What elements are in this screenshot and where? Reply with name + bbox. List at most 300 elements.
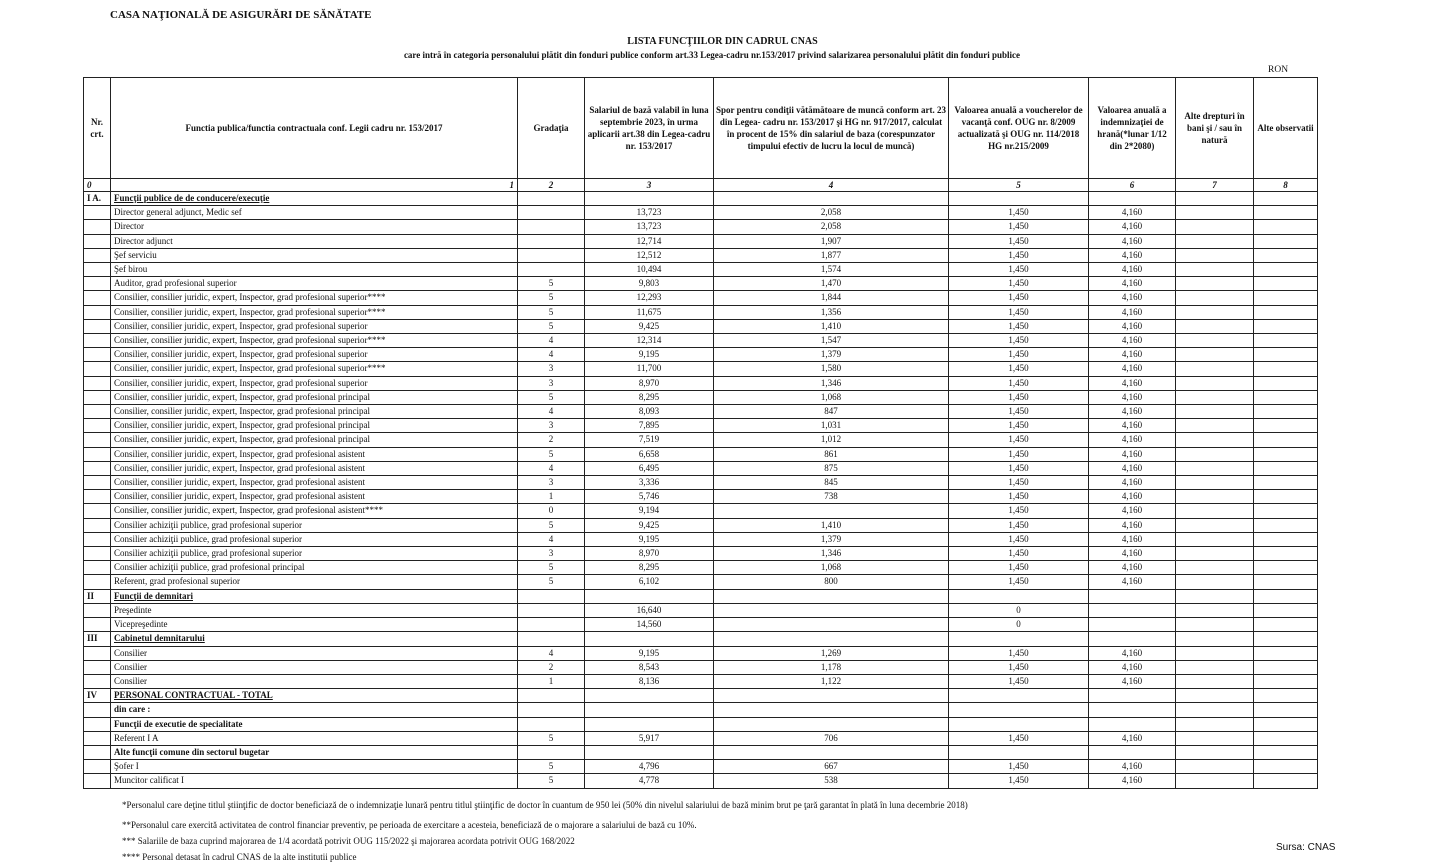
observations-cell — [1254, 234, 1318, 248]
table-row — [84, 532, 1318, 546]
vacation-vouchers-cell: 1,450 — [949, 405, 1089, 419]
row-number-cell — [84, 461, 111, 475]
vacation-vouchers-cell: 1,450 — [949, 220, 1089, 234]
col-header-base-salary: Salariul de bază valabil în luna septembrie 2023, în urma aplicarii art.38 din Legea-cadru nr. 153/2017 — [585, 78, 714, 179]
table-row — [84, 518, 1318, 532]
function-name-cell: Şef birou — [111, 263, 518, 277]
hazard-bonus-cell: 1,470 — [714, 277, 949, 291]
observations-cell — [1254, 674, 1318, 688]
gradation-cell: 4 — [518, 646, 585, 660]
table-row — [84, 319, 1318, 333]
document-subtitle: care intră în categoria personalului plătit din fonduri publice conform art.33 Legea-cadru nr.153/2017 privind salarizarea personalului plătit din fonduri publice — [403, 50, 1021, 60]
table-row — [84, 248, 1318, 262]
base-salary-cell: 4,778 — [585, 774, 714, 788]
hazard-bonus-cell: 1,346 — [714, 376, 949, 390]
hazard-bonus-cell: 738 — [714, 490, 949, 504]
base-salary-cell: 9,425 — [585, 319, 714, 333]
col-header-hazard-bonus: Spor pentru condiţii vătămătoare de muncă conform art. 23 din Legea- cadru nr. 153/2017 şi HG nr. 917/2017, calculat în procent de 15% din salariul de baza (corespunzator timpului efectiv de lucru la locul de muncă) — [714, 78, 949, 179]
gradation-cell — [518, 703, 585, 717]
other-rights-cell — [1176, 689, 1254, 703]
observations-cell — [1254, 376, 1318, 390]
other-rights-cell — [1176, 376, 1254, 390]
base-salary-cell: 7,519 — [585, 433, 714, 447]
vacation-vouchers-cell: 1,450 — [949, 206, 1089, 220]
table-row — [84, 575, 1318, 589]
row-number-cell — [84, 603, 111, 617]
table-row — [84, 305, 1318, 319]
col-header-other-rights: Alte drepturi în bani şi / sau în natură — [1176, 78, 1254, 179]
footnote-financial-control: **Personalul care exercită activitatea de control financiar preventiv, pe perioada de exercitare a acesteia, beneficiază de o majorare a salariului de bază cu 10%. — [122, 820, 697, 830]
vacation-vouchers-cell: 1,450 — [949, 234, 1089, 248]
function-name-cell: PERSONAL CONTRACTUAL - TOTAL — [111, 689, 518, 703]
food-allowance-cell — [1089, 689, 1176, 703]
row-number-cell — [84, 561, 111, 575]
row-number-cell — [84, 234, 111, 248]
table-row — [84, 618, 1318, 632]
hazard-bonus-cell: 1,580 — [714, 362, 949, 376]
footnote-doctor: *Personalul care deţine titlul ştiinţific de doctor beneficiază de o indemnizaţie lunară pentru titlul ştiinţific de doctor în cuantum de 950 lei (50% din nivelul salariului de bază minim brut pe ţară garantat în plată în luna decembrie 2018) — [122, 800, 968, 810]
function-name-cell: Auditor, grad profesional superior — [111, 277, 518, 291]
observations-cell — [1254, 390, 1318, 404]
table-row — [84, 674, 1318, 688]
observations-cell — [1254, 419, 1318, 433]
gradation-cell: 1 — [518, 490, 585, 504]
hazard-bonus-cell: 875 — [714, 461, 949, 475]
function-name-cell: Consilier, consilier juridic, expert, Inspector, grad profesional superior**** — [111, 305, 518, 319]
base-salary-cell — [585, 703, 714, 717]
vacation-vouchers-cell: 1,450 — [949, 760, 1089, 774]
footnote-seconded-staff: **** Personal detasat în cadrul CNAS de la alte institutii publice — [122, 852, 357, 862]
base-salary-cell: 5,917 — [585, 731, 714, 745]
base-salary-cell — [585, 689, 714, 703]
index-cell: 3 — [585, 179, 714, 192]
function-name-cell: Şofer I — [111, 760, 518, 774]
vacation-vouchers-cell: 1,450 — [949, 518, 1089, 532]
vacation-vouchers-cell — [949, 717, 1089, 731]
observations-cell — [1254, 490, 1318, 504]
index-cell: 5 — [949, 179, 1089, 192]
gradation-cell — [518, 632, 585, 646]
row-number-cell — [84, 447, 111, 461]
other-rights-cell — [1176, 532, 1254, 546]
row-number-cell — [84, 674, 111, 688]
index-cell: 0 — [84, 179, 111, 192]
row-number-cell — [84, 277, 111, 291]
observations-cell — [1254, 461, 1318, 475]
gradation-cell — [518, 689, 585, 703]
food-allowance-cell: 4,160 — [1089, 461, 1176, 475]
observations-cell — [1254, 603, 1318, 617]
gradation-cell — [518, 220, 585, 234]
function-name-cell: Director adjunct — [111, 234, 518, 248]
observations-cell — [1254, 547, 1318, 561]
gradation-cell: 5 — [518, 518, 585, 532]
base-salary-cell: 12,293 — [585, 291, 714, 305]
base-salary-cell: 7,895 — [585, 419, 714, 433]
function-name-cell: Consilier, consilier juridic, expert, Inspector, grad profesional principal — [111, 390, 518, 404]
function-name-cell: Muncitor calificat I — [111, 774, 518, 788]
vacation-vouchers-cell: 1,450 — [949, 774, 1089, 788]
function-name-cell: Funcţii publice de de conducere/execuţie — [111, 192, 518, 206]
other-rights-cell — [1176, 390, 1254, 404]
hazard-bonus-cell: 1,574 — [714, 263, 949, 277]
row-number-cell — [84, 547, 111, 561]
table-row — [84, 419, 1318, 433]
hazard-bonus-cell — [714, 618, 949, 632]
other-rights-cell — [1176, 632, 1254, 646]
food-allowance-cell — [1089, 745, 1176, 759]
food-allowance-cell: 4,160 — [1089, 263, 1176, 277]
observations-cell — [1254, 717, 1318, 731]
observations-cell — [1254, 731, 1318, 745]
other-rights-cell — [1176, 206, 1254, 220]
other-rights-cell — [1176, 405, 1254, 419]
hazard-bonus-cell: 1,031 — [714, 419, 949, 433]
row-number-cell: II — [84, 589, 111, 603]
function-name-cell: Consilier, consilier juridic, expert, Inspector, grad profesional principal — [111, 419, 518, 433]
other-rights-cell — [1176, 234, 1254, 248]
row-number-cell — [84, 518, 111, 532]
other-rights-cell — [1176, 561, 1254, 575]
row-number-cell — [84, 291, 111, 305]
row-number-cell — [84, 334, 111, 348]
base-salary-cell: 9,195 — [585, 348, 714, 362]
function-name-cell: Vicepreşedinte — [111, 618, 518, 632]
other-rights-cell — [1176, 461, 1254, 475]
table-row — [84, 760, 1318, 774]
row-number-cell: IV — [84, 689, 111, 703]
other-rights-cell — [1176, 660, 1254, 674]
base-salary-cell: 8,970 — [585, 376, 714, 390]
vacation-vouchers-cell: 1,450 — [949, 575, 1089, 589]
observations-cell — [1254, 518, 1318, 532]
base-salary-cell: 6,495 — [585, 461, 714, 475]
currency-label: RON — [1268, 65, 1289, 75]
function-name-cell: Consilier, consilier juridic, expert, Inspector, grad profesional superior — [111, 376, 518, 390]
vacation-vouchers-cell: 1,450 — [949, 390, 1089, 404]
row-number-cell: III — [84, 632, 111, 646]
table-row — [84, 646, 1318, 660]
base-salary-cell: 10,494 — [585, 263, 714, 277]
other-rights-cell — [1176, 348, 1254, 362]
row-number-cell — [84, 348, 111, 362]
other-rights-cell — [1176, 717, 1254, 731]
hazard-bonus-cell — [714, 632, 949, 646]
row-number-cell — [84, 206, 111, 220]
row-number-cell — [84, 646, 111, 660]
vacation-vouchers-cell: 1,450 — [949, 461, 1089, 475]
function-name-cell: Funcţii de executie de specialitate — [111, 717, 518, 731]
table-row — [84, 547, 1318, 561]
row-number-cell — [84, 490, 111, 504]
other-rights-cell — [1176, 547, 1254, 561]
base-salary-cell: 13,723 — [585, 206, 714, 220]
row-number-cell — [84, 248, 111, 262]
gradation-cell: 4 — [518, 405, 585, 419]
food-allowance-cell: 4,160 — [1089, 731, 1176, 745]
food-allowance-cell: 4,160 — [1089, 476, 1176, 490]
vacation-vouchers-cell: 1,450 — [949, 532, 1089, 546]
section-row — [84, 632, 1318, 646]
hazard-bonus-cell: 1,379 — [714, 348, 949, 362]
base-salary-cell: 11,700 — [585, 362, 714, 376]
hazard-bonus-cell — [714, 745, 949, 759]
hazard-bonus-cell: 1,346 — [714, 547, 949, 561]
gradation-cell: 3 — [518, 419, 585, 433]
col-header-vacation-vouchers: Valoarea anuală a voucherelor de vacanţă conf. OUG nr. 8/2009 actualizată şi OUG nr. 114/2018 HG nr.215/2009 — [949, 78, 1089, 179]
vacation-vouchers-cell: 1,450 — [949, 646, 1089, 660]
function-name-cell: Consilier, consilier juridic, expert, Inspector, grad profesional principal — [111, 405, 518, 419]
food-allowance-cell: 4,160 — [1089, 760, 1176, 774]
food-allowance-cell: 4,160 — [1089, 362, 1176, 376]
base-salary-cell: 8,295 — [585, 390, 714, 404]
gradation-cell: 4 — [518, 348, 585, 362]
vacation-vouchers-cell: 1,450 — [949, 447, 1089, 461]
observations-cell — [1254, 646, 1318, 660]
hazard-bonus-cell: 845 — [714, 476, 949, 490]
observations-cell — [1254, 433, 1318, 447]
document-title: LISTA FUNCŢIILOR DIN CADRUL CNAS — [627, 36, 818, 47]
gradation-cell — [518, 589, 585, 603]
gradation-cell: 5 — [518, 277, 585, 291]
hazard-bonus-cell — [714, 589, 949, 603]
table-row — [84, 490, 1318, 504]
table-row — [84, 433, 1318, 447]
gradation-cell: 5 — [518, 561, 585, 575]
vacation-vouchers-cell — [949, 632, 1089, 646]
vacation-vouchers-cell: 1,450 — [949, 476, 1089, 490]
vacation-vouchers-cell: 1,450 — [949, 277, 1089, 291]
observations-cell — [1254, 348, 1318, 362]
row-number-cell — [84, 717, 111, 731]
gradation-cell: 5 — [518, 731, 585, 745]
other-rights-cell — [1176, 277, 1254, 291]
other-rights-cell — [1176, 731, 1254, 745]
hazard-bonus-cell: 1,178 — [714, 660, 949, 674]
other-rights-cell — [1176, 703, 1254, 717]
base-salary-cell: 14,560 — [585, 618, 714, 632]
observations-cell — [1254, 689, 1318, 703]
section-row — [84, 689, 1318, 703]
food-allowance-cell — [1089, 603, 1176, 617]
function-name-cell: Consilier, consilier juridic, expert, Inspector, grad profesional principal — [111, 433, 518, 447]
gradation-cell: 3 — [518, 376, 585, 390]
base-salary-cell: 8,970 — [585, 547, 714, 561]
vacation-vouchers-cell: 1,450 — [949, 419, 1089, 433]
table-row — [84, 660, 1318, 674]
base-salary-cell: 16,640 — [585, 603, 714, 617]
other-rights-cell — [1176, 362, 1254, 376]
food-allowance-cell: 4,160 — [1089, 433, 1176, 447]
function-name-cell: Consilier, consilier juridic, expert, Inspector, grad profesional superior**** — [111, 362, 518, 376]
vacation-vouchers-cell: 1,450 — [949, 674, 1089, 688]
gradation-cell — [518, 263, 585, 277]
row-number-cell — [84, 419, 111, 433]
function-name-cell: Consilier, consilier juridic, expert, Inspector, grad profesional superior**** — [111, 291, 518, 305]
hazard-bonus-cell: 861 — [714, 447, 949, 461]
hazard-bonus-cell — [714, 192, 949, 206]
vacation-vouchers-cell: 1,450 — [949, 490, 1089, 504]
hazard-bonus-cell — [714, 504, 949, 518]
food-allowance-cell: 4,160 — [1089, 376, 1176, 390]
gradation-cell: 2 — [518, 433, 585, 447]
other-rights-cell — [1176, 419, 1254, 433]
food-allowance-cell: 4,160 — [1089, 575, 1176, 589]
base-salary-cell: 12,714 — [585, 234, 714, 248]
table-row — [84, 206, 1318, 220]
vacation-vouchers-cell: 0 — [949, 603, 1089, 617]
food-allowance-cell: 4,160 — [1089, 646, 1176, 660]
hazard-bonus-cell: 1,068 — [714, 390, 949, 404]
hazard-bonus-cell: 706 — [714, 731, 949, 745]
footnote-salary-increase: *** Salariile de baza cuprind majorarea de 1/4 acordată potrivit OUG 115/2022 şi majorarea acordata potrivit OUG 168/2022 — [122, 836, 575, 846]
observations-cell — [1254, 192, 1318, 206]
row-number-cell — [84, 504, 111, 518]
observations-cell — [1254, 277, 1318, 291]
table-row — [84, 234, 1318, 248]
base-salary-cell: 12,314 — [585, 334, 714, 348]
row-number-cell — [84, 703, 111, 717]
table-row — [84, 717, 1318, 731]
row-number-cell — [84, 760, 111, 774]
vacation-vouchers-cell: 1,450 — [949, 561, 1089, 575]
gradation-cell: 5 — [518, 305, 585, 319]
food-allowance-cell: 4,160 — [1089, 390, 1176, 404]
other-rights-cell — [1176, 220, 1254, 234]
vacation-vouchers-cell: 1,450 — [949, 305, 1089, 319]
base-salary-cell: 8,136 — [585, 674, 714, 688]
hazard-bonus-cell — [714, 603, 949, 617]
organization-name: CASA NAŢIONALĂ DE ASIGURĂRI DE SĂNĂTATE — [110, 9, 372, 21]
base-salary-cell — [585, 192, 714, 206]
other-rights-cell — [1176, 575, 1254, 589]
hazard-bonus-cell: 1,012 — [714, 433, 949, 447]
food-allowance-cell: 4,160 — [1089, 248, 1176, 262]
gradation-cell — [518, 192, 585, 206]
function-name-cell: Preşedinte — [111, 603, 518, 617]
observations-cell — [1254, 632, 1318, 646]
row-number-cell — [84, 362, 111, 376]
hazard-bonus-cell — [714, 703, 949, 717]
table-row — [84, 348, 1318, 362]
other-rights-cell — [1176, 774, 1254, 788]
row-number-cell — [84, 731, 111, 745]
base-salary-cell — [585, 717, 714, 731]
row-number-cell: I A. — [84, 192, 111, 206]
hazard-bonus-cell: 1,410 — [714, 518, 949, 532]
food-allowance-cell: 4,160 — [1089, 660, 1176, 674]
hazard-bonus-cell — [714, 717, 949, 731]
gradation-cell — [518, 248, 585, 262]
gradation-cell — [518, 206, 585, 220]
food-allowance-cell: 4,160 — [1089, 405, 1176, 419]
function-name-cell: Consilier, consilier juridic, expert, Inspector, grad profesional asistent**** — [111, 504, 518, 518]
base-salary-cell — [585, 632, 714, 646]
gradation-cell: 4 — [518, 532, 585, 546]
gradation-cell: 0 — [518, 504, 585, 518]
table-row — [84, 731, 1318, 745]
observations-cell — [1254, 504, 1318, 518]
vacation-vouchers-cell: 1,450 — [949, 547, 1089, 561]
salary-table — [83, 77, 1318, 789]
function-name-cell: Referent I A — [111, 731, 518, 745]
base-salary-cell: 8,543 — [585, 660, 714, 674]
other-rights-cell — [1176, 504, 1254, 518]
function-name-cell: Consilier, consilier juridic, expert, Inspector, grad profesional superior**** — [111, 334, 518, 348]
food-allowance-cell: 4,160 — [1089, 334, 1176, 348]
observations-cell — [1254, 319, 1318, 333]
row-number-cell — [84, 390, 111, 404]
row-number-cell — [84, 319, 111, 333]
gradation-cell: 5 — [518, 575, 585, 589]
other-rights-cell — [1176, 745, 1254, 759]
observations-cell — [1254, 263, 1318, 277]
observations-cell — [1254, 405, 1318, 419]
observations-cell — [1254, 774, 1318, 788]
gradation-cell: 5 — [518, 291, 585, 305]
vacation-vouchers-cell — [949, 689, 1089, 703]
food-allowance-cell: 4,160 — [1089, 490, 1176, 504]
function-name-cell: Consilier — [111, 674, 518, 688]
food-allowance-cell: 4,160 — [1089, 291, 1176, 305]
vacation-vouchers-cell: 1,450 — [949, 263, 1089, 277]
index-cell: 8 — [1254, 179, 1318, 192]
other-rights-cell — [1176, 305, 1254, 319]
gradation-cell: 3 — [518, 547, 585, 561]
function-name-cell: Consilier — [111, 646, 518, 660]
hazard-bonus-cell: 1,877 — [714, 248, 949, 262]
food-allowance-cell: 4,160 — [1089, 561, 1176, 575]
col-header-food-allowance: Valoarea anuală a indemnizaţiei de hrană(*lunar 1/12 din 2*2080) — [1089, 78, 1176, 179]
vacation-vouchers-cell: 1,450 — [949, 376, 1089, 390]
observations-cell — [1254, 745, 1318, 759]
food-allowance-cell: 4,160 — [1089, 504, 1176, 518]
function-name-cell: Consilier, consilier juridic, expert, Inspector, grad profesional superior — [111, 319, 518, 333]
row-number-cell — [84, 263, 111, 277]
row-number-cell — [84, 575, 111, 589]
vacation-vouchers-cell: 1,450 — [949, 362, 1089, 376]
other-rights-cell — [1176, 263, 1254, 277]
food-allowance-cell: 4,160 — [1089, 305, 1176, 319]
food-allowance-cell: 4,160 — [1089, 447, 1176, 461]
table-row — [84, 263, 1318, 277]
base-salary-cell: 9,425 — [585, 518, 714, 532]
function-name-cell: Consilier, consilier juridic, expert, Inspector, grad profesional asistent — [111, 490, 518, 504]
table-row — [84, 390, 1318, 404]
food-allowance-cell — [1089, 703, 1176, 717]
table-row — [84, 220, 1318, 234]
gradation-cell — [518, 717, 585, 731]
function-name-cell: Şef serviciu — [111, 248, 518, 262]
observations-cell — [1254, 220, 1318, 234]
function-name-cell: Consilier achiziţii publice, grad profesional superior — [111, 518, 518, 532]
function-name-cell: Consilier, consilier juridic, expert, Inspector, grad profesional asistent — [111, 476, 518, 490]
function-name-cell: din care : — [111, 703, 518, 717]
base-salary-cell: 9,195 — [585, 532, 714, 546]
food-allowance-cell: 4,160 — [1089, 348, 1176, 362]
col-header-nr: Nr. crt. — [84, 78, 111, 179]
food-allowance-cell — [1089, 717, 1176, 731]
index-cell: 2 — [518, 179, 585, 192]
function-name-cell: Funcţii de demnitari — [111, 589, 518, 603]
table-row — [84, 362, 1318, 376]
food-allowance-cell — [1089, 589, 1176, 603]
table-row — [84, 504, 1318, 518]
other-rights-cell — [1176, 319, 1254, 333]
base-salary-cell: 8,295 — [585, 561, 714, 575]
function-name-cell: Cabinetul demnitarului — [111, 632, 518, 646]
gradation-cell: 4 — [518, 334, 585, 348]
